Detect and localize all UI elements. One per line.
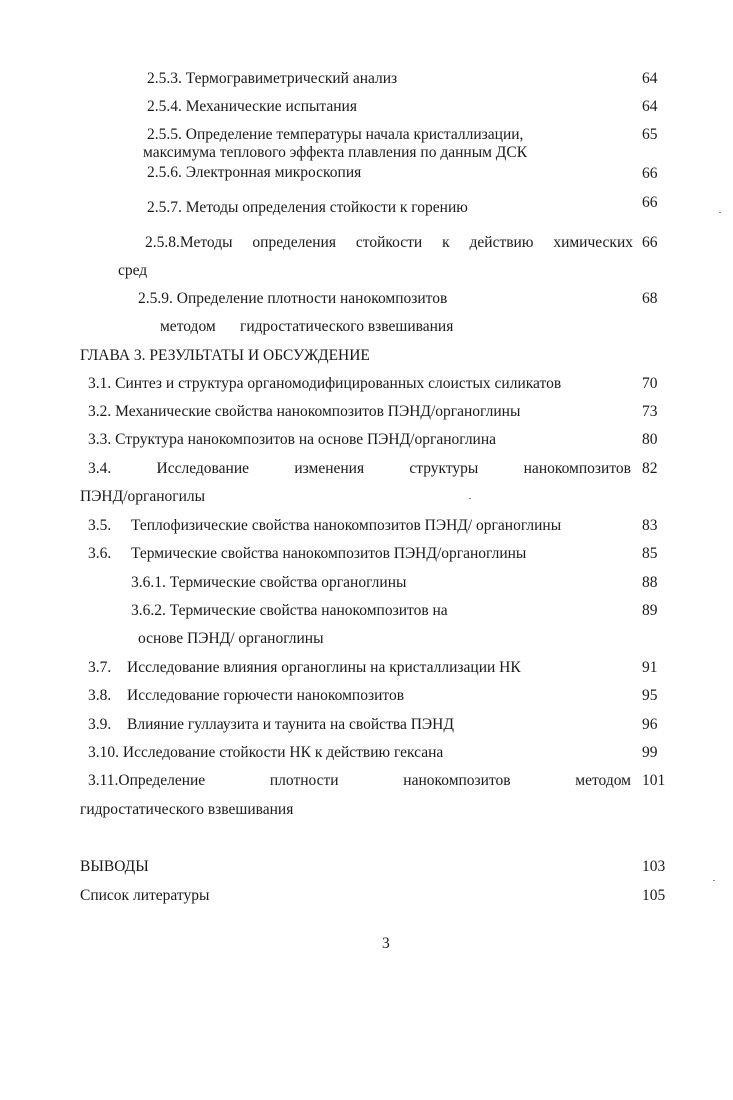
toc-entry-3-5: Теплофизические свойства нанокомпозитов ПЭНД/ органоглины	[131, 517, 562, 534]
toc-entry-3-6-1: 3.6.1. Термические свойства органоглины	[131, 574, 407, 591]
toc-entry-2-5-8-word: к	[442, 234, 450, 251]
toc-page-3-2: 73	[642, 403, 658, 420]
toc-entry-3-7: Исследование влияния органоглины на кристаллизации НК	[127, 659, 521, 676]
toc-page-3-10: 99	[642, 744, 658, 761]
page-number: 3	[382, 935, 390, 952]
toc-entry-3-8-number: 3.8.	[88, 687, 112, 704]
toc-page-3-5: 83	[642, 517, 658, 534]
toc-page-3-11: 101	[642, 772, 666, 789]
toc-entry-3-4-word: нанокомпозитов	[523, 460, 631, 477]
toc-entry-3-9: Влияние гуллаузита и таунита на свойства ПЭНД	[127, 716, 454, 733]
toc-entry-2-5-8-line1	[145, 235, 633, 251]
toc-page-2-5-7: 66	[642, 194, 658, 211]
toc-page-2-5-8: 66	[642, 234, 658, 251]
toc-page-3-6-1: 88	[642, 574, 658, 591]
toc-entry-2-5-8-word: действию	[469, 234, 534, 251]
toc-page-3-9: 96	[642, 716, 658, 733]
scan-speck	[719, 212, 721, 213]
toc-entry-3-11-word: нанокомпозитов	[403, 772, 511, 789]
toc-entry-2-5-9-line2b: гидростатического взвешивания	[240, 318, 454, 335]
toc-page-3-4: 82	[642, 460, 658, 477]
toc-entry-3-6: Термические свойства нанокомпозитов ПЭНД/органоглины	[131, 545, 527, 562]
toc-entry-2-5-8-line2: сред	[118, 262, 148, 279]
scan-speck	[469, 498, 471, 499]
toc-entry-conclusions: ВЫВОДЫ	[80, 858, 149, 875]
toc-entry-3-5-number: 3.5.	[88, 517, 112, 534]
toc-page-3-1: 70	[642, 375, 658, 392]
toc-entry-2-5-8-word: стойкости	[355, 234, 423, 251]
toc-page-3-8: 95	[642, 687, 658, 704]
toc-entry-references: Список литературы	[80, 887, 210, 904]
toc-page-2-5-4: 64	[642, 98, 658, 115]
toc-entry-3-6-2-line2: основе ПЭНД/ органоглины	[138, 630, 324, 647]
toc-entry-3-11-line2: гидростатического взвешивания	[80, 801, 294, 818]
toc-entry-3-4-word: структуры	[409, 460, 479, 477]
toc-entry-3-2: 3.2. Механические свойства нанокомпозитов ПЭНД/органоглины	[88, 403, 521, 420]
toc-page-3-3: 80	[642, 431, 658, 448]
toc-page-references: 105	[642, 887, 666, 904]
toc-page-2-5-6: 66	[642, 165, 658, 182]
toc-entry-3-4-word: изменения	[294, 460, 365, 477]
toc-page-2-5-3: 64	[642, 70, 658, 87]
toc-entry-2-5-5-line1: 2.5.5. Определение температуры начала кристаллизации,	[147, 126, 524, 143]
toc-entry-2-5-9-line1: 2.5.9. Определение плотности нанокомпозитов	[138, 290, 448, 307]
toc-entry-2-5-8-word: 2.5.8.Методы	[145, 234, 233, 251]
toc-entry-3-11-word: плотности	[269, 772, 339, 789]
toc-page-conclusions: 103	[642, 858, 666, 875]
toc-entry-3-6-2-line1: 3.6.2. Термические свойства нанокомпозитов на	[131, 602, 448, 619]
toc-page-3-6: 85	[642, 545, 658, 562]
toc-entry-3-9-number: 3.9.	[88, 716, 112, 733]
toc-entry-3-6-number: 3.6.	[88, 545, 112, 562]
toc-page-3-6-2: 89	[642, 602, 658, 619]
toc-entry-2-5-6: 2.5.6. Электронная микроскопия	[147, 164, 362, 181]
toc-entry-2-5-5-line2: максимума теплового эффекта плавления по данным ДСК	[143, 144, 528, 161]
toc-entry-3-8: Исследование горючести нанокомпозитов	[127, 687, 405, 704]
toc-entry-3-7-number: 3.7.	[88, 659, 112, 676]
toc-entry-3-11-line1	[88, 773, 631, 789]
toc-entry-3-4-word: 3.4.	[88, 460, 112, 477]
toc-entry-2-5-9-line2a: методом	[160, 318, 216, 335]
toc-entry-3-1: 3.1. Синтез и структура органомодифицированных слоистых силикатов	[88, 375, 562, 392]
toc-entry-2-5-4: 2.5.4. Механические испытания	[147, 98, 357, 115]
toc-entry-3-4-line1	[88, 461, 631, 477]
toc-entry-3-4-line2: ПЭНД/органогилы	[80, 488, 206, 505]
toc-page-2-5-9: 68	[642, 290, 658, 307]
toc-entry-2-5-8-word: химических	[553, 234, 633, 251]
toc-entry-3-4-word: Исследование	[156, 460, 250, 477]
toc-page-3-7: 91	[642, 659, 658, 676]
toc-entry-3-11-word: методом	[575, 772, 631, 789]
toc-entry-2-5-8-word: определения	[252, 234, 336, 251]
toc-entry-3-10: 3.10. Исследование стойкости НК к действию гексана	[88, 744, 444, 761]
scan-speck	[713, 880, 715, 881]
toc-page-2-5-5: 65	[642, 126, 658, 143]
toc-entry-3-3: 3.3. Структура нанокомпозитов на основе ПЭНД/органоглина	[88, 431, 497, 448]
chapter-3-heading: ГЛАВА 3. РЕЗУЛЬТАТЫ И ОБСУЖДЕНИЕ	[80, 347, 370, 364]
toc-entry-3-11-word: 3.11.Определение	[88, 772, 206, 789]
toc-entry-2-5-3: 2.5.3. Термогравиметрический анализ	[147, 70, 398, 87]
toc-entry-2-5-7: 2.5.7. Методы определения стойкости к горению	[147, 199, 468, 216]
